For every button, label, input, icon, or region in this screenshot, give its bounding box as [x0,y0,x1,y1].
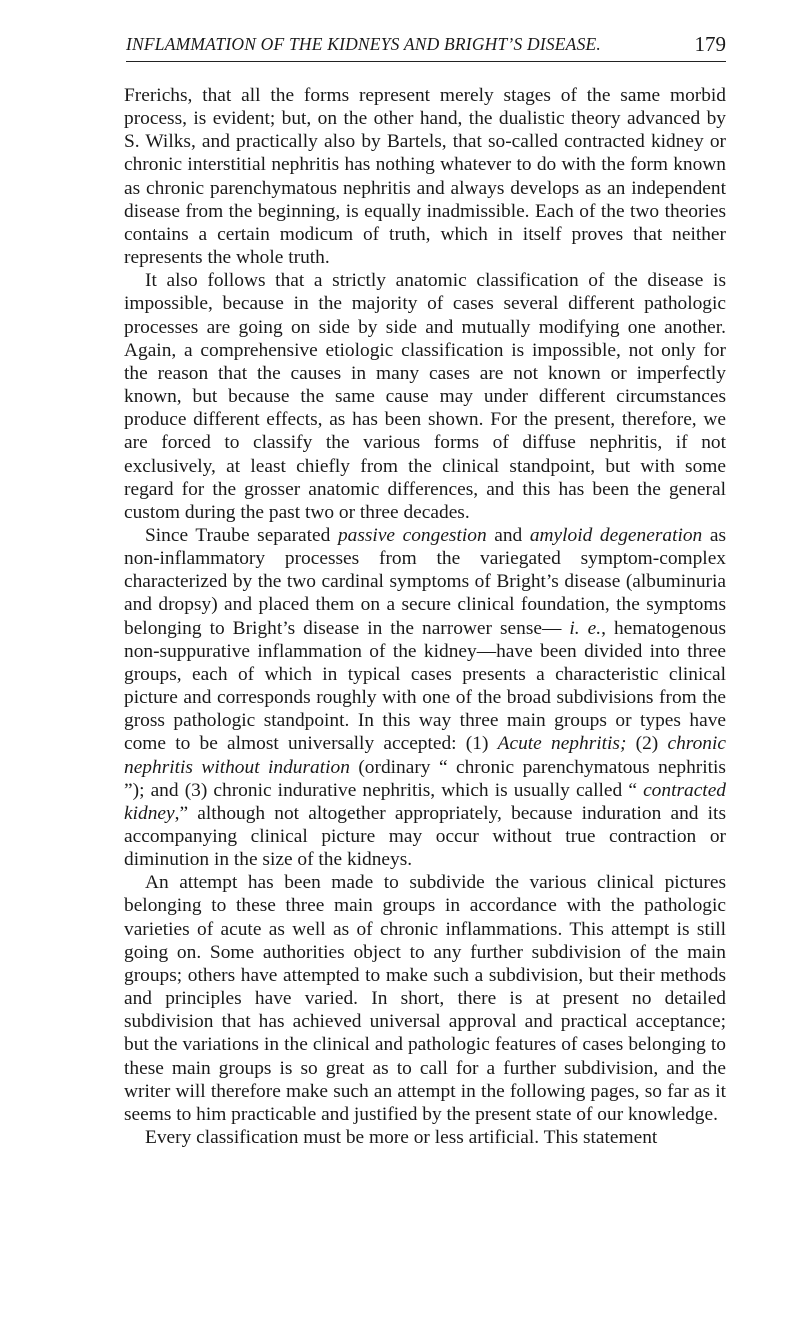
text-run: It also follows that a strictly anatomic classification of the disease is impossible, because in the majority of cases several different pathologic processes are going on side by side and mutually modifying one another. Again, a comprehensive etiologic classification is impossible, not only for the reason that the causes in many cases are not known or imperfectly known, but because the same cause may under different circumstances produce different effects, as has been shown. For the present, therefore, we are forced to classify the various forms of diffuse nephritis, if not exclusively, at least chiefly from the clinical standpoint, but with some regard for the grosser anatomic differences, and this has been the general custom during the past two or three decades. [124,270,726,523]
page-number: 179 [694,32,726,56]
paragraph-4 [124,871,726,1126]
italic-text: contracted kidney [124,779,726,824]
paragraph-5 [124,1126,726,1149]
text-run: ,” although not altogether appropriately, because induration and its accompanying clinical picture may occur without true contraction or diminution in the size of the kidneys. [124,802,726,871]
text-run: Every classification must be more or less artificial. This statement [145,1127,658,1149]
text-run: (2) [626,733,668,755]
text-run: and [486,524,530,546]
italic-text: Acute nephritis; [497,733,627,755]
text-run: Since Traube separated [145,524,338,546]
text-run: (ordinary “ chronic parenchymatous nephritis ”); and (3) chronic indurative nephritis, which is usually called “ [124,756,726,801]
text-run: , hematogenous non-suppurative inflammation of the kidney—have been divided into three groups, each of which in typical cases presents a characteristic clinical picture and corresponds roughly with one of the broad subdivisions from the gross pathologic standpoint. In this way three main groups or types have come to be almost universally accepted: (1) [124,617,726,755]
running-head-title: INFLAMMATION OF THE KIDNEYS AND BRIGHT’S DISEASE. [126,34,601,54]
italic-text: chronic nephritis without induration [124,733,726,778]
text-run: as non-inflammatory processes from the variegated symptom-complex characterized by the two cardinal symptoms of Bright’s disease (albuminuria and dropsy) and placed them on a secure clinical foundation, the symptoms belonging to Bright’s disease in the narrower sense— [124,524,726,639]
running-head [126,22,726,62]
paragraph-1 [124,84,726,269]
paragraph-2 [124,269,726,524]
italic-text: passive congestion [337,524,487,546]
text-run: An attempt has been made to subdivide the various clinical pictures belonging to these three main groups in accordance with the pathologic varieties of acute as well as of chronic inflammations. This attempt is still going on. Some authorities object to any further subdivision of the main groups; others have attempted to make such a subdivision, but their methods and principles have varied. In short, there is at present no detailed subdivision that has achieved universal approval and practical acceptance; but the variations in the clinical and pathologic features of cases belonging to these main groups is so great as to call for a further subdivision, and the writer will therefore make such an attempt in the following pages, so far as it seems to him practicable and justified by the present state of our knowledge. [124,872,726,1125]
header-rule [126,61,726,62]
italic-text: amyloid degeneration [529,524,703,546]
paragraph-3 [124,524,726,871]
text-run: Frerichs, that all the forms represent merely stages of the same morbid process, is evident; but, on the other hand, the dualistic theory advanced by S. Wilks, and practically also by Bartels, that so-called contracted kidney or chronic interstitial nephritis has nothing whatever to do with the form known as chronic parenchymatous nephritis and always develops as an independent disease from the beginning, is equally inadmissible. Each of the two theories contains a certain modicum of truth, which in itself proves that neither represents the whole truth. [124,85,726,269]
italic-text: i. e. [569,617,602,639]
body-text [124,84,726,1149]
